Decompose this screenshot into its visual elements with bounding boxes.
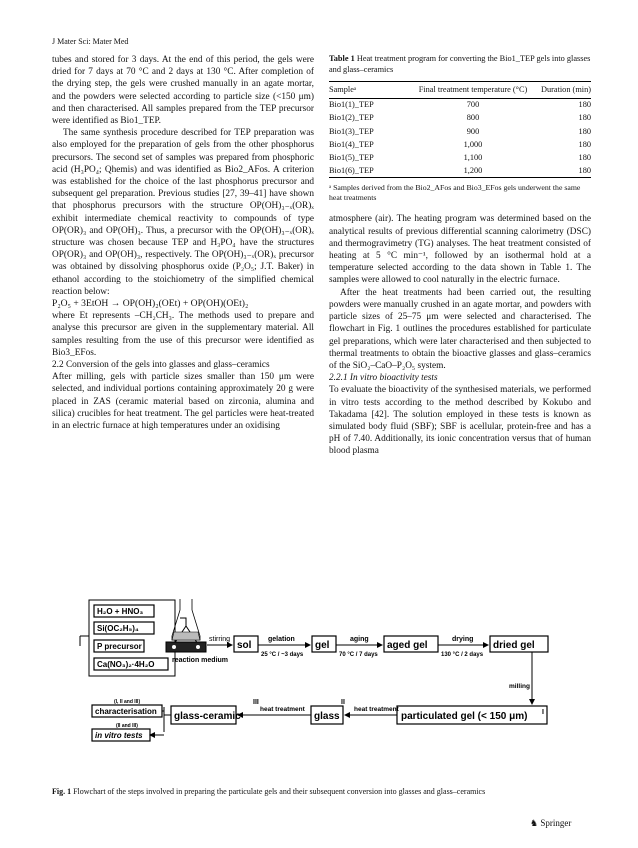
in-vitro-label: in vitro tests (95, 731, 143, 740)
table-row (329, 112, 591, 125)
gel-label: gel (315, 640, 330, 651)
table-cell: Bio1(2)_TEP (329, 113, 374, 123)
reagent-label: Ca(NO₃)₂·4H₂O (97, 660, 155, 669)
particulated-gel-label: particulated gel (< 150 μm) (401, 711, 528, 722)
drying-label: drying (452, 636, 474, 643)
table-header-duration: Duration (min) (531, 82, 591, 99)
reagent-box (94, 622, 154, 634)
sol-label: sol (237, 640, 252, 651)
reagent-label: Si(OC₂H₅)₄ (97, 624, 139, 633)
reagent-label: P precursor (97, 642, 142, 651)
aged-gel-label: aged gel (387, 640, 428, 651)
table-caption-text: Heat treatment program for converting the Bio1_TEP gels into glasses and glass–ceramics (329, 54, 591, 74)
table-cell: 180 (578, 126, 591, 136)
characterisation-tag: (I, II and III) (114, 699, 141, 705)
roman-numeral: III (253, 699, 259, 706)
subsection-heading-2-2-1: 2.2.1 In vitro bioactivity tests (329, 373, 438, 384)
reaction-medium-label: reaction medium (172, 657, 229, 664)
right-paragraph-2: After the heat treatments had been carried out, the resulting powders were manually crushed in an agate mortar, and powders with particle sizes of 25–75 μm were selected and characterised. The flowchart in Fig. 1 outlines the procedures established for particulate gel preparations, which were later characterised and then subjected to thermal treatments to obtain the bioactive glasses and glass–ceramics of the SiO₂–CaO–P₂O₅ system. (329, 287, 591, 371)
table-cell: 1,200 (415, 164, 531, 178)
table-header-sample: Sampleᵃ (329, 82, 415, 99)
table-cell: 180 (578, 139, 591, 149)
left-paragraph-3: where Et represents –CH₂CH₃. The methods used to prepare and analyse this precursor are given in the supplementary material. All samples resulting from the use of this precursor were identified as Bio3_EFos. (52, 311, 314, 358)
roman-numeral: II (341, 699, 345, 706)
glass-ceramic-label: glass-ceramic (174, 711, 241, 722)
left-paragraph-4: After milling, gels with particle sizes smaller than 150 μm were selected, and individual portions containing approximately 20 g were placed in ZAS (ceramic material based on zirconia, alumina and silica) crucibles for heat treatment. The gel particles were heat-treated in an electric furnace at high temperatures under an oxidising (52, 372, 314, 432)
right-paragraph-1: atmosphere (air). The heating program was determined based on the analytical results of previous differential scanning calorimetry (DSC) and thermogravimetry (TG) analyses. The heat treatment consisted of heating at 5 °C min⁻¹, followed by an isothermal hold at a temperature selected according to the data shown in Table 1. The samples were allowed to cool naturally in the electric furnace. (329, 214, 591, 286)
heat-treatment-table (329, 81, 591, 178)
roman-numeral: I (542, 709, 544, 716)
gelation-conditions: 25 °C / ~3 days (261, 652, 304, 658)
table-cell: 180 (578, 100, 591, 110)
aging-conditions: 70 °C / 7 days (339, 652, 378, 658)
table-header-temperature: Final treatment temperature (°C) (415, 82, 531, 99)
table-footnote: ᵃ Samples derived from the Bio2_AFos and Bio3_EFos gels underwent the same heat treatments (329, 183, 581, 203)
reagent-box (94, 605, 154, 617)
drying-conditions: 130 °C / 2 days (441, 652, 484, 658)
table-cell: 180 (531, 164, 591, 178)
figure-caption-text: Flowchart of the steps involved in preparing the particulate gels and their subsequent conversion into glasses and glass–ceramics (73, 787, 486, 796)
left-paragraph-2: The same synthesis procedure described for TEP preparation was also employed for the preparation of gels from the other phosphorus precursors. The second set of samples was prepared from phosphoric acid (H₃PO₄; Qhemis) and was identified as Bio2_AFos. A criterion was established for the choice of the last phosphorus precursor and subsequent gel preparation. Previous studies [27, 39–41] have shown that phosphorus precursors with the structure OP(OH)₃₋ₓ(OR)ₓ exhibit intermediate chemical reactivity to compounds of type OP(OR)₃ and OP(OH)₃. Thus, a precursor with the OP(OH)₃₋ₓ(OR)ₓ structure was chosen because TEP and H₃PO₄ have the structures OP(OR)₃ and OP(OH)₃, respectively. The OP(OH)₃₋ₓ(OR)ₓ precursor was obtained by dissolving phosphorus oxide (P₂O₅; J.T. Baker) in ethanol according to the stoichiometry of the simplified chemical reaction below: (52, 128, 314, 297)
reagent-box (94, 640, 144, 652)
characterisation-label: characterisation (95, 707, 157, 716)
table-row (329, 125, 591, 138)
figure-caption (52, 787, 592, 796)
aging-label: aging (350, 636, 369, 643)
left-column (52, 54, 314, 432)
right-paragraph-3: To evaluate the bioactivity of the synthesised materials, we performed in vitro tests according to the method described by Kokubo and Takadama [42]. The solution employed in these tests is known as simulated body fluid (SBF); SBF is acellular, protein-free and has a pH of 7.40. Additionally, its ionic concentration versus that of human blood plasma (329, 385, 591, 457)
table-header-row (329, 82, 591, 99)
running-head: J Mater Sci: Mater Med (52, 37, 129, 46)
figure-caption-label: Fig. 1 (52, 787, 72, 796)
dried-gel-label: dried gel (493, 640, 535, 651)
table-row (329, 99, 591, 113)
table-cell: 900 (466, 126, 480, 136)
table-row (329, 138, 591, 151)
milling-label: milling (509, 683, 530, 690)
table-cell: 1,000 (463, 139, 483, 149)
reagent-label: H₂O + HNO₃ (97, 607, 144, 616)
table-cell: Bio1(1)_TEP (329, 100, 374, 110)
springer-label: Springer (540, 818, 572, 828)
section-heading-2-2: 2.2 Conversion of the gels into glasses and glass–ceramics (52, 360, 270, 371)
gelation-label: gelation (268, 636, 295, 643)
table-cell: 800 (466, 113, 480, 123)
glass-label: glass (314, 711, 340, 722)
beaker-icon (172, 599, 200, 644)
magnetic-stirrer-icon (166, 642, 206, 652)
table-cell: Bio1(5)_TEP (329, 152, 374, 162)
table-cell: 180 (578, 113, 591, 123)
table-cell: 1,100 (463, 152, 483, 162)
right-column (329, 54, 591, 458)
heat-treatment-label: heat treatment (260, 706, 305, 713)
table-caption-label: Table 1 (329, 54, 355, 63)
table-cell: 700 (466, 100, 480, 110)
springer-horse-icon: ♞ (530, 818, 539, 828)
table-cell: Bio1(4)_TEP (329, 139, 374, 149)
table-caption (329, 54, 591, 75)
reagent-box (94, 658, 168, 670)
left-paragraph-1: tubes and stored for 3 days. At the end of this period, the gels were dried for 7 days at 70 °C and 2 days at 130 °C. After completion of the drying step, the gels were crushed manually in an agate mortar, and the powders were selected according to particle size (<150 μm) and then characterised. All samples prepared from the TEP precursor were identified as Bio1_TEP. (52, 55, 314, 127)
in-vitro-tag: (II and III) (116, 723, 138, 729)
flowchart-figure (52, 596, 586, 756)
table-row (329, 151, 591, 164)
springer-logo (530, 818, 571, 829)
table-cell: 180 (578, 152, 591, 162)
reaction-equation: P₂O₅ + 3EtOH → OP(OH)₂(OEt) + OP(OH)(OEt)₂ (52, 298, 249, 310)
stirring-label: stirring (209, 636, 231, 643)
table-cell: Bio1(3)_TEP (329, 126, 374, 136)
table-cell: Bio1(6)_TEP (329, 164, 415, 178)
table-row (329, 164, 591, 178)
heat-treatment-label: heat treatment (354, 706, 399, 713)
